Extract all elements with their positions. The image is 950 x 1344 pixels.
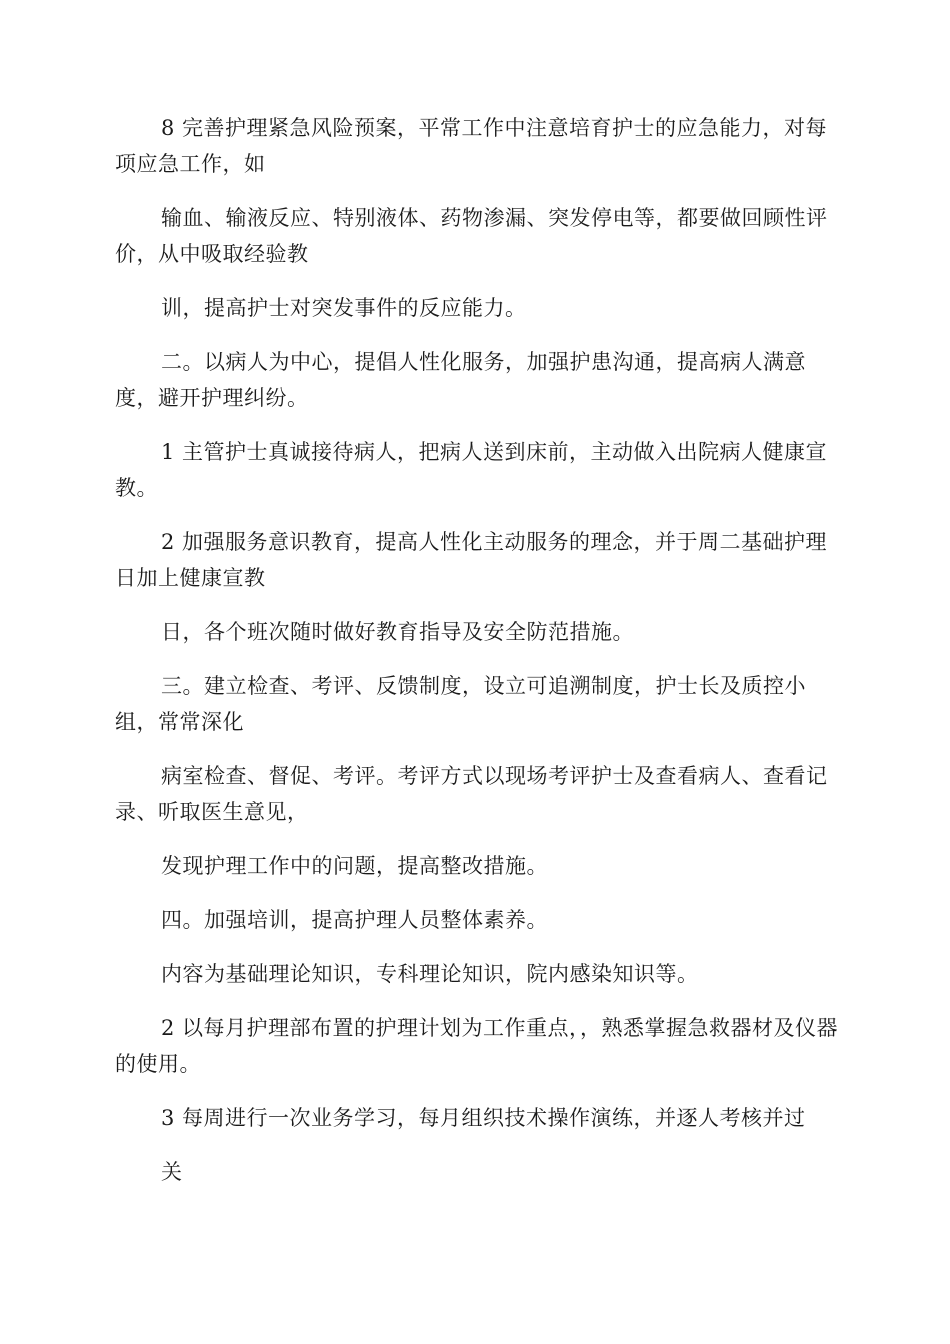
paragraph: 3 每周进行一次业务学习，每月组织技术操作演练，并逐人考核并过	[161, 1106, 806, 1130]
paragraph: 日，各个班次随时做好教育指导及安全防范措施。	[161, 620, 634, 644]
paragraph: 输血、输液反应、特别液体、药物渗漏、突发停电等，都要做回顾性评价，从中吸取经验教	[115, 206, 828, 266]
paragraph: 二。以病人为中心，提倡人性化服务，加强护患沟通，提高病人满意度，避开护理纠纷。	[115, 350, 806, 410]
paragraph: 关	[161, 1160, 183, 1184]
paragraph: 8 完善护理紧急风险预案，平常工作中注意培育护士的应急能力，对每项应急工作，如	[115, 116, 828, 176]
paragraph: 三。建立检查、考评、反馈制度，设立可追溯制度，护士长及质控小组，常常深化	[115, 674, 806, 734]
paragraph: 四。加强培训，提高护理人员整体素养。	[161, 908, 548, 932]
paragraph: 训，提高护士对突发事件的反应能力。	[161, 296, 527, 320]
paragraph: 发现护理工作中的问题，提高整改措施。	[161, 854, 548, 878]
paragraph: 1 主管护士真诚接待病人，把病人送到床前，主动做入出院病人健康宣教。	[115, 440, 828, 500]
paragraph: 2 以每月护理部布置的护理计划为工作重点，，熟悉掌握急救器材及仪器的使用。	[115, 1016, 839, 1076]
paragraph: 2 加强服务意识教育，提高人性化主动服务的理念，并于周二基础护理日加上健康宣教	[115, 530, 828, 590]
document-body	[115, 110, 840, 1208]
paragraph: 内容为基础理论知识，专科理论知识，院内感染知识等。	[161, 962, 699, 986]
paragraph: 病室检查、督促、考评。考评方式以现场考评护士及查看病人、查看记录、听取医生意见，	[115, 764, 828, 824]
